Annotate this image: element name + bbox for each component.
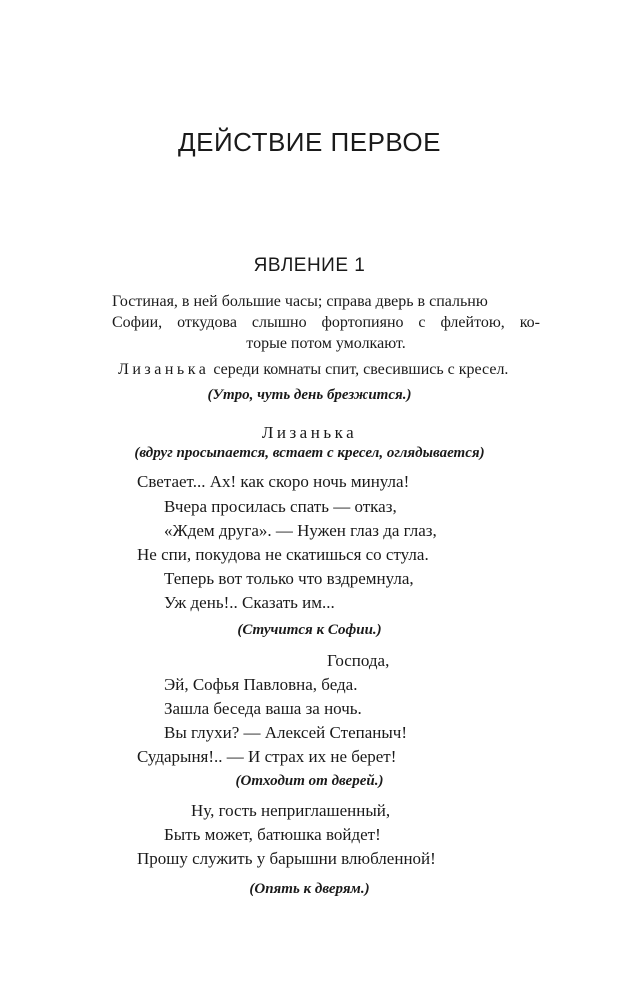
verse-line: Вы глухи? — Алексей Степаныч! [164, 723, 407, 742]
verse-line: Сударыня!.. — И страх их не берет! [137, 747, 397, 766]
verse-line: Ну, гость неприглашенный, [191, 801, 391, 820]
stage-direction-again: (Опять к дверям.) [249, 881, 370, 897]
verse-line: Вчера просилась спать — отказ, [164, 497, 397, 516]
verse-line: Уж день!.. Сказать им... [164, 593, 335, 612]
setting-line: Софии, откудова слышно фортопияно с флейтою, ко- [112, 314, 540, 331]
stage-direction-dawn: (Утро, чуть день брезжится.) [207, 387, 412, 403]
character-intro-text: середи комнаты спит, свесившись с кресел. [209, 361, 509, 378]
verse-line: Теперь вот только что вздремнула, [164, 569, 414, 588]
verse-line: Эй, Софья Павловна, беда. [164, 675, 358, 694]
scene-setting-description [112, 291, 540, 354]
character-intro-name: Лизанька [118, 361, 210, 378]
verse-line: «Ждем друга». — Нужен глаз да глаз, [164, 521, 437, 540]
verse-line: Господа, [327, 651, 390, 670]
character-intro [118, 360, 508, 380]
stage-direction-wake: (вдруг просыпается, встает с кресел, оглядывается) [134, 445, 485, 461]
scene-title: ЯВЛЕНИЕ 1 [253, 255, 366, 276]
verse-line: Зашла беседа ваша за ночь. [164, 699, 362, 718]
setting-line: торые потом умолкают. [246, 335, 406, 352]
verse-line: Быть может, батюшка войдет! [164, 825, 381, 844]
stage-direction-knock: (Стучится к Софии.) [237, 622, 382, 638]
verse-line: Прошу служить у барышни влюбленной! [137, 849, 436, 868]
act-title: ДЕЙСТВИЕ ПЕРВОЕ [178, 127, 441, 157]
verse-line: Не спи, покудова не скатишься со стула. [137, 545, 429, 564]
verse-line: Светает... Ах! как скоро ночь минула! [137, 472, 410, 491]
setting-line: Гостиная, в ней большие часы; справа дверь в спальню [112, 293, 488, 310]
stage-direction-away: (Отходит от дверей.) [235, 773, 384, 789]
speaker-name: Лизанька [261, 423, 358, 442]
